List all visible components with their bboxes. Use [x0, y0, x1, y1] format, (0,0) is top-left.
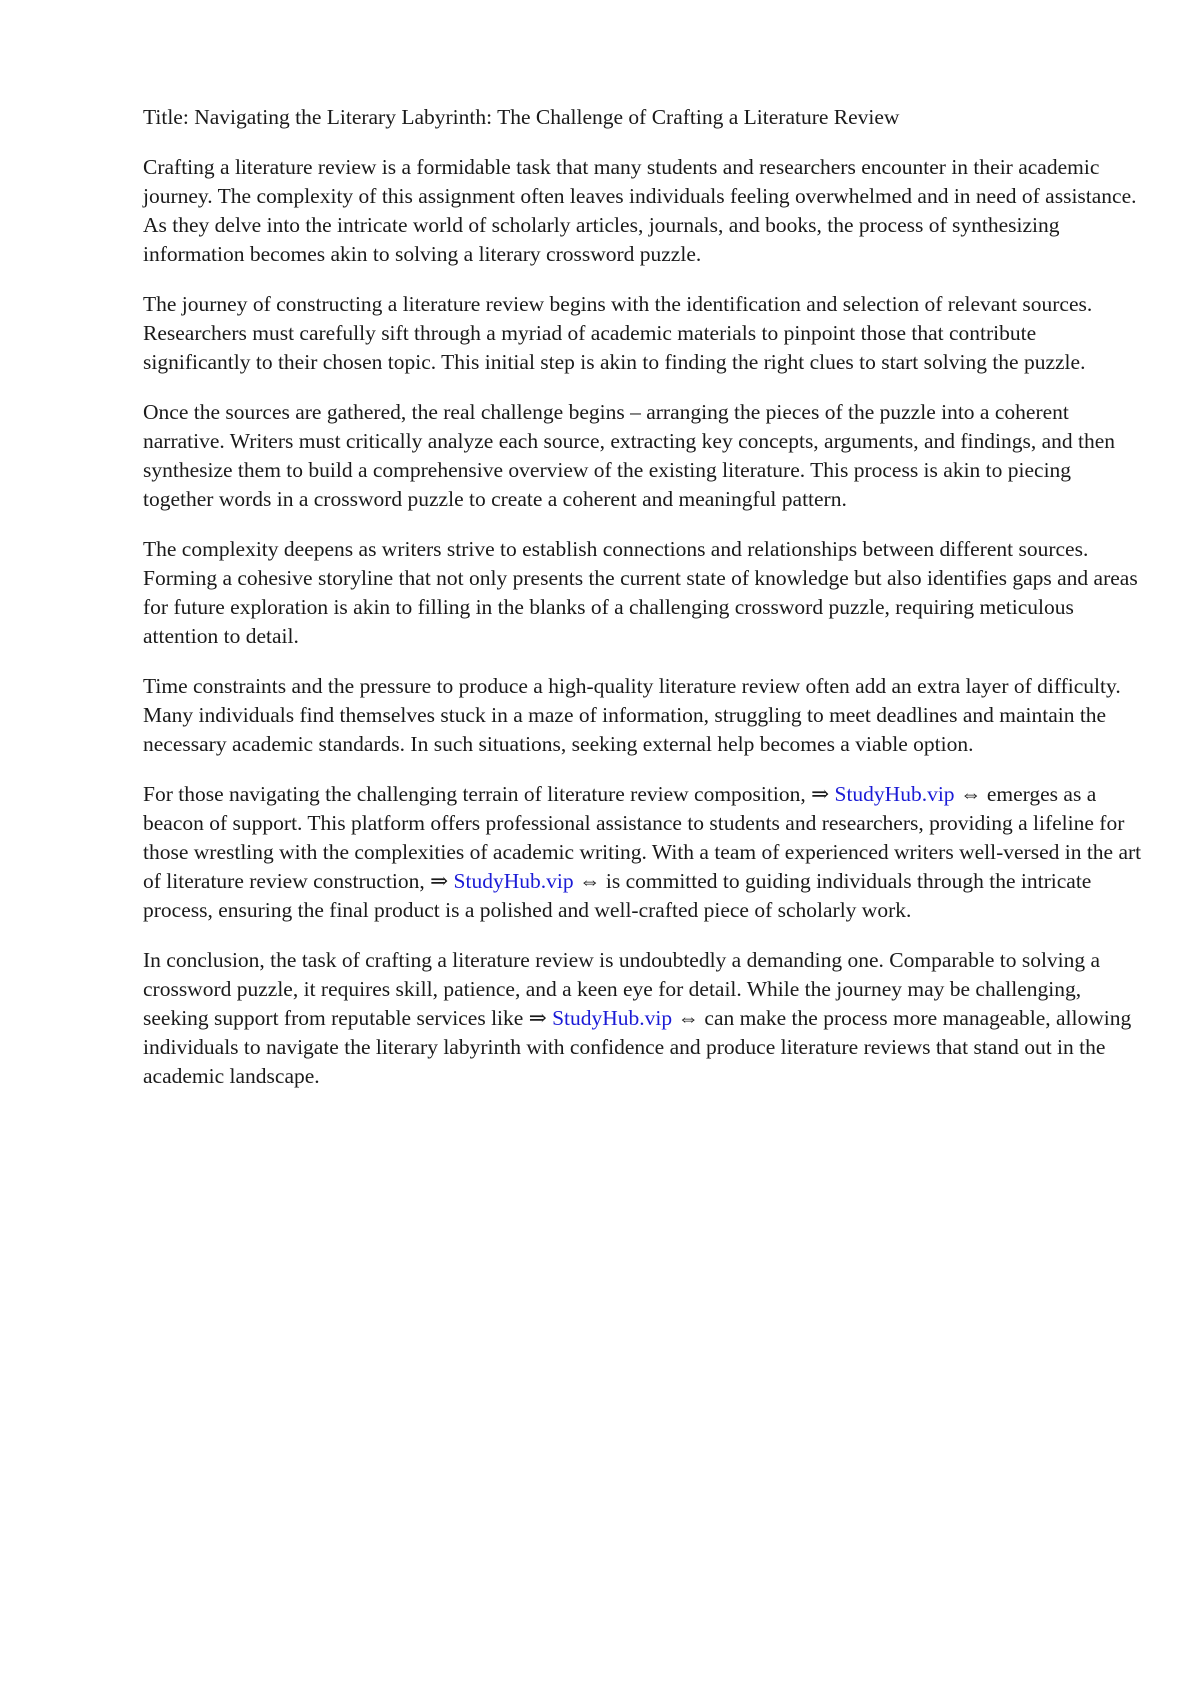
conclusion-text-2: can make the process more manageable, allowing individuals to navigate the literary labyrinth with confidence and produce literature reviews that stand out in the academic landscape.	[143, 1006, 1132, 1088]
paragraph-synthesis: Once the sources are gathered, the real challenge begins – arranging the pieces of the puzzle into a coherent narrative. Writers must critically analyze each source, extracting key concepts, arguments, and findings, and then synthesize them to build a comprehensive overview of the existing literature. This process is akin to piecing together words in a crossword puzzle to create a coherent and meaningful pattern.	[143, 400, 1116, 511]
document-body	[143, 103, 1143, 1112]
right-arrow-icon: ⇒	[528, 1006, 553, 1030]
paragraph-sources: The journey of constructing a literature review begins with the identification and selection of relevant sources. Researchers must carefully sift through a myriad of academic materials to pinpoint those that contribute significantly to their chosen topic. This initial step is akin to finding the right clues to start solving the puzzle.	[143, 292, 1093, 374]
support-text-3: is committed to guiding individuals through the intricate process, ensuring the final product is a polished and well-crafted piece of scholarly work.	[143, 869, 1092, 922]
paragraph-conclusion	[143, 946, 1143, 1091]
conclusion-text-1: In conclusion, the task of crafting a literature review is undoubtedly a demanding one. Comparable to solving a crossword puzzle, it requires skill, patience, and a keen eye for detail. While the journey may be challenging, seeking support from reputable services like	[143, 948, 1101, 1030]
paragraph-intro: Crafting a literature review is a formidable task that many students and researchers encounter in their academic journey. The complexity of this assignment often leaves individuals feeling overwhelmed and in need of assistance. As they delve into the intricate world of scholarly articles, journals, and books, the process of synthesizing information becomes akin to solving a literary crossword puzzle.	[143, 155, 1137, 266]
support-text-2: emerges as a beacon of support. This platform offers professional assistance to students and researchers, providing a lifeline for those wrestling with the complexities of academic writing. With a team of experienced writers well-versed in the art of literature review construction,	[143, 782, 1142, 893]
document-title: Title: Navigating the Literary Labyrinth: The Challenge of Crafting a Literature Review	[143, 105, 900, 129]
paragraph-complexity: The complexity deepens as writers strive to establish connections and relationships between different sources. Forming a cohesive storyline that not only presents the current state of knowledge but also identifies gaps and areas for future exploration is akin to filling in the blanks of a challenging crossword puzzle, requiring meticulous attention to detail.	[143, 537, 1138, 648]
studyhub-link-1[interactable]: StudyHub.vip	[834, 782, 955, 806]
double-arrow-icon: ⇔	[573, 869, 601, 893]
paragraph-support	[143, 780, 1143, 925]
studyhub-link-2[interactable]: StudyHub.vip	[453, 869, 574, 893]
double-arrow-icon: ⇔	[672, 1006, 700, 1030]
double-arrow-icon: ⇔	[954, 782, 982, 806]
right-arrow-icon: ⇒	[430, 869, 454, 893]
right-arrow-icon: ⇒	[811, 782, 835, 806]
studyhub-link-3[interactable]: StudyHub.vip	[552, 1006, 673, 1030]
paragraph-time-constraints: Time constraints and the pressure to produce a high-quality literature review often add an extra layer of difficulty. Many individuals find themselves stuck in a maze of information, struggling to meet deadlines and maintain the necessary academic standards. In such situations, seeking external help becomes a viable option.	[143, 674, 1121, 756]
support-text-1: For those navigating the challenging terrain of literature review composition,	[143, 782, 812, 806]
